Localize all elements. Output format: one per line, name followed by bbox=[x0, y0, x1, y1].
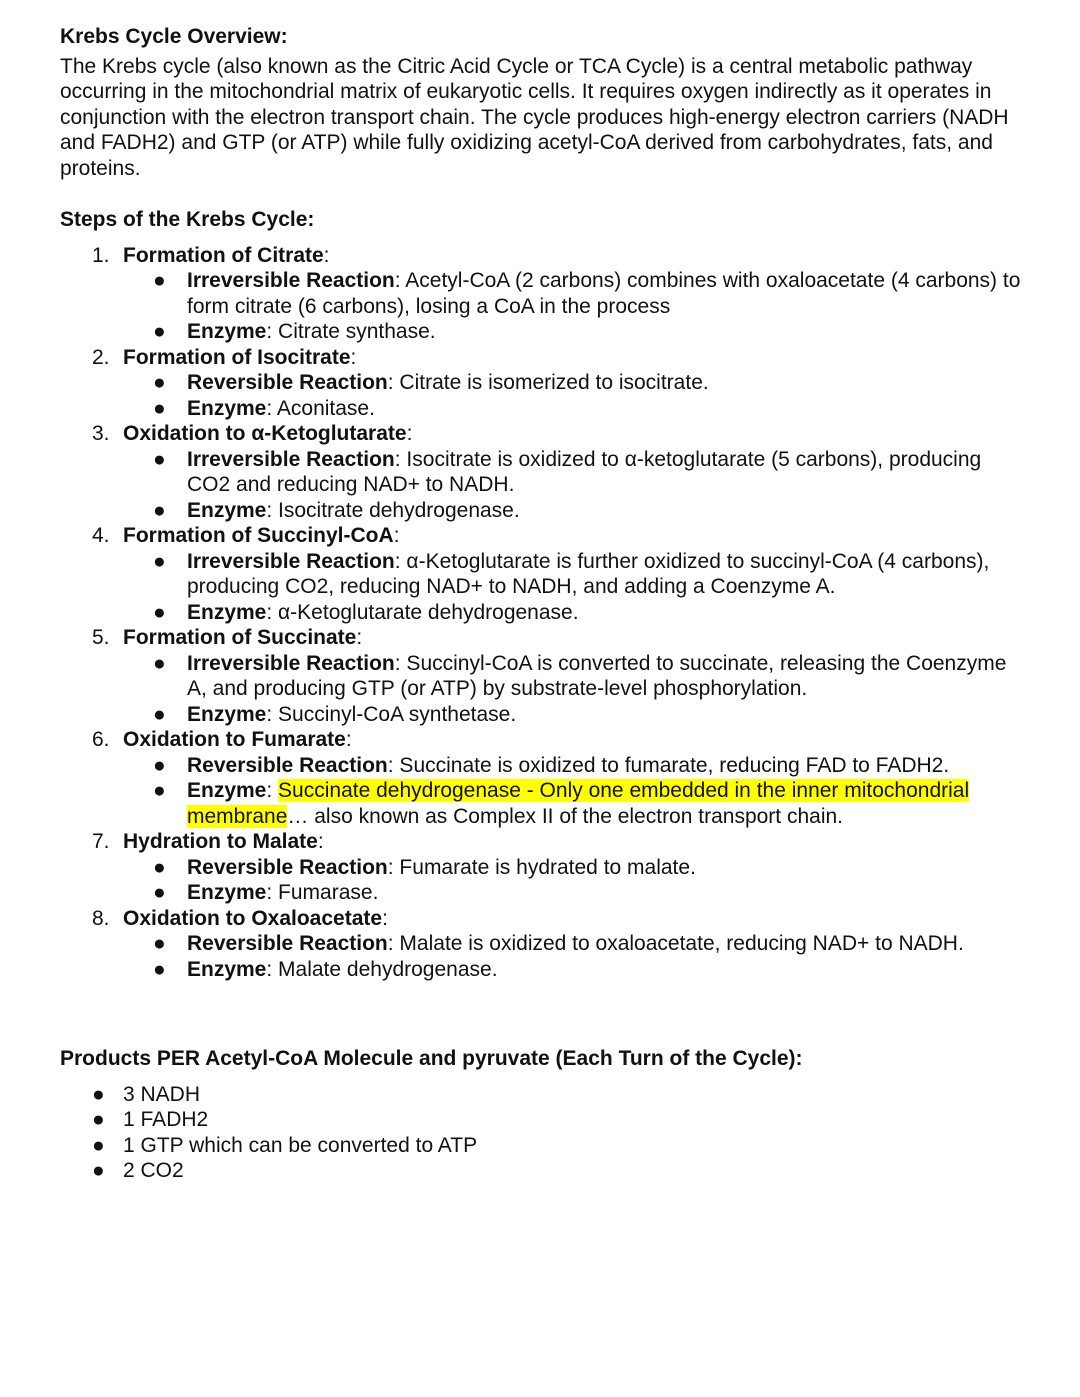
step-colon: : bbox=[356, 626, 363, 649]
bullet-icon: ● bbox=[153, 371, 166, 394]
step-details bbox=[123, 931, 1030, 982]
step-number: 8. bbox=[92, 906, 110, 930]
enzyme-item bbox=[123, 702, 1030, 728]
enzyme-label: Enzyme bbox=[187, 498, 267, 522]
bullet-icon: ● bbox=[92, 1108, 105, 1131]
enzyme-text: : Succinyl-CoA synthetase. bbox=[266, 702, 517, 726]
bullet-icon: ● bbox=[153, 447, 166, 471]
document bbox=[60, 24, 1030, 1184]
bullet-icon: ● bbox=[153, 881, 166, 904]
enzyme-highlight: Succinate dehydrogenase - Only one embedded in the inner mitochondrial membrane bbox=[187, 779, 970, 828]
bullet-icon: ● bbox=[92, 1082, 105, 1106]
step-item bbox=[60, 625, 1030, 727]
step-colon: : bbox=[317, 830, 324, 853]
products-heading: Products PER Acetyl-CoA Molecule and pyruvate (Each Turn of the Cycle): bbox=[60, 1047, 803, 1070]
enzyme-text: : Citrate synthase. bbox=[266, 320, 436, 343]
step-details bbox=[123, 447, 1030, 524]
reaction-label: Reversible Reaction bbox=[187, 371, 388, 394]
step-details bbox=[123, 855, 1030, 906]
bullet-icon: ● bbox=[153, 651, 166, 675]
step-title: Formation of Succinate bbox=[123, 626, 357, 649]
step-item bbox=[60, 906, 1030, 983]
step-title: Oxidation to Fumarate bbox=[123, 728, 346, 751]
enzyme-item bbox=[123, 396, 1030, 422]
step-title: Formation of Succinyl-CoA bbox=[123, 524, 394, 547]
step-colon: : bbox=[345, 728, 352, 751]
enzyme-text: : Aconitase. bbox=[266, 396, 375, 420]
enzyme-item bbox=[123, 498, 1030, 524]
step-colon: : bbox=[406, 422, 413, 445]
product-text: 1 FADH2 bbox=[123, 1108, 209, 1131]
overview-paragraph: The Krebs cycle (also known as the Citric Acid Cycle or TCA Cycle) is a central metabolic pathway occurring in the mitochondrial matrix of eukaryotic cells. It requires oxygen indirectly as it operates in conjunction with the electron transport chain. The cycle produces high-energy electron carriers (NADH and FADH2) and GTP (or ATP) while fully oxidizing acetyl-CoA derived from carbohydrates, fats, and proteins. bbox=[60, 54, 1009, 180]
bullet-icon: ● bbox=[153, 600, 166, 624]
bullet-icon: ● bbox=[153, 702, 166, 726]
step-colon: : bbox=[393, 524, 400, 547]
enzyme-label: Enzyme bbox=[187, 881, 267, 904]
step-title: Oxidation to α-Ketoglutarate bbox=[123, 422, 407, 445]
enzyme-label: Enzyme bbox=[187, 600, 267, 624]
step-title: Formation of Isocitrate bbox=[123, 345, 351, 369]
bullet-icon: ● bbox=[153, 957, 166, 981]
step-item bbox=[60, 421, 1030, 523]
enzyme-item bbox=[123, 600, 1030, 626]
step-number: 1. bbox=[92, 243, 110, 267]
step-title: Oxidation to Oxaloacetate bbox=[123, 906, 383, 930]
step-details bbox=[123, 268, 1030, 345]
bullet-icon: ● bbox=[153, 779, 166, 802]
step-item bbox=[60, 243, 1030, 345]
enzyme-label: Enzyme bbox=[187, 779, 267, 802]
bullet-icon: ● bbox=[153, 498, 166, 522]
enzyme-label: Enzyme bbox=[187, 396, 267, 420]
reaction-text: : Acetyl-CoA (2 carbons) combines with oxaloacetate (4 carbons) to form citrate (6 carbons), losing a CoA in the process bbox=[187, 269, 1021, 318]
enzyme-label: Enzyme bbox=[187, 957, 267, 981]
enzyme-item bbox=[123, 778, 1030, 829]
bullet-icon: ● bbox=[153, 549, 166, 573]
bullet-icon: ● bbox=[92, 1133, 105, 1157]
step-details bbox=[123, 753, 1030, 830]
enzyme-label: Enzyme bbox=[187, 702, 267, 726]
bullet-icon: ● bbox=[153, 753, 166, 777]
steps-list bbox=[60, 243, 1030, 983]
enzyme-label: Enzyme bbox=[187, 320, 267, 343]
product-item bbox=[60, 1082, 1030, 1108]
step-details bbox=[123, 549, 1030, 626]
reaction-item bbox=[123, 268, 1030, 319]
bullet-icon: ● bbox=[153, 932, 166, 955]
overview-heading: Krebs Cycle Overview: bbox=[60, 25, 288, 48]
step-number: 7. bbox=[92, 830, 110, 853]
reaction-item bbox=[123, 651, 1030, 702]
step-details bbox=[123, 370, 1030, 421]
enzyme-prefix: : bbox=[266, 779, 279, 802]
step-title: Hydration to Malate bbox=[123, 830, 318, 853]
products-list bbox=[60, 1082, 1030, 1184]
step-colon: : bbox=[350, 345, 357, 369]
enzyme-text: : Malate dehydrogenase. bbox=[266, 957, 498, 981]
reaction-item bbox=[123, 549, 1030, 600]
step-item bbox=[60, 523, 1030, 625]
reaction-label: Irreversible Reaction bbox=[187, 269, 395, 292]
reaction-item bbox=[123, 447, 1030, 498]
product-item bbox=[60, 1158, 1030, 1184]
reaction-text: : Succinate is oxidized to fumarate, reducing FAD to FADH2. bbox=[387, 753, 950, 777]
enzyme-text: : Isocitrate dehydrogenase. bbox=[266, 498, 520, 522]
reaction-item bbox=[123, 931, 1030, 957]
bullet-icon: ● bbox=[153, 269, 166, 292]
reaction-text: : Malate is oxidized to oxaloacetate, reducing NAD+ to NADH. bbox=[387, 932, 964, 955]
reaction-label: Reversible Reaction bbox=[187, 932, 388, 955]
enzyme-text: : α-Ketoglutarate dehydrogenase. bbox=[266, 600, 579, 624]
enzyme-item bbox=[123, 319, 1030, 345]
product-item bbox=[60, 1133, 1030, 1159]
step-colon: : bbox=[382, 906, 388, 930]
step-title: Formation of Citrate bbox=[123, 243, 324, 267]
enzyme-item bbox=[123, 880, 1030, 906]
product-item bbox=[60, 1107, 1030, 1133]
step-colon: : bbox=[323, 243, 330, 267]
product-text: 3 NADH bbox=[123, 1082, 201, 1106]
reaction-label: Irreversible Reaction bbox=[187, 651, 395, 675]
reaction-text: : Citrate is isomerized to isocitrate. bbox=[387, 371, 709, 394]
product-text: 1 GTP which can be converted to ATP bbox=[123, 1133, 478, 1157]
reaction-item bbox=[123, 855, 1030, 881]
step-item bbox=[60, 727, 1030, 829]
bullet-icon: ● bbox=[153, 320, 166, 343]
steps-heading: Steps of the Krebs Cycle: bbox=[60, 208, 315, 231]
step-number: 4. bbox=[92, 524, 110, 547]
reaction-label: Irreversible Reaction bbox=[187, 549, 395, 573]
bullet-icon: ● bbox=[153, 396, 166, 420]
step-number: 3. bbox=[92, 422, 110, 445]
product-text: 2 CO2 bbox=[123, 1159, 184, 1182]
step-number: 5. bbox=[92, 626, 110, 649]
reaction-text: : Succinyl-CoA is converted to succinate, releasing the Coenzyme A, and producing GTP (or ATP) by substrate-level phosphorylation. bbox=[187, 651, 1007, 700]
step-item bbox=[60, 345, 1030, 422]
step-number: 6. bbox=[92, 728, 110, 751]
reaction-label: Reversible Reaction bbox=[187, 855, 388, 879]
enzyme-item bbox=[123, 957, 1030, 983]
reaction-label: Reversible Reaction bbox=[187, 753, 388, 777]
reaction-item bbox=[123, 753, 1030, 779]
reaction-text: : Fumarate is hydrated to malate. bbox=[387, 855, 696, 879]
enzyme-text: : Fumarase. bbox=[266, 881, 379, 904]
reaction-text: : α-Ketoglutarate is further oxidized to succinyl-CoA (4 carbons), producing CO2, reducing NAD+ to NADH, and adding a Coenzyme A. bbox=[187, 549, 990, 598]
step-details bbox=[123, 651, 1030, 728]
step-item bbox=[60, 829, 1030, 906]
reaction-text: : Isocitrate is oxidized to α-ketoglutarate (5 carbons), producing CO2 and reducing NAD+ to NADH. bbox=[187, 447, 982, 496]
reaction-label: Irreversible Reaction bbox=[187, 447, 395, 471]
reaction-item bbox=[123, 370, 1030, 396]
bullet-icon: ● bbox=[92, 1159, 105, 1182]
step-number: 2. bbox=[92, 345, 110, 369]
bullet-icon: ● bbox=[153, 855, 166, 879]
enzyme-rest: … also known as Complex II of the electron transport chain. bbox=[287, 804, 843, 828]
